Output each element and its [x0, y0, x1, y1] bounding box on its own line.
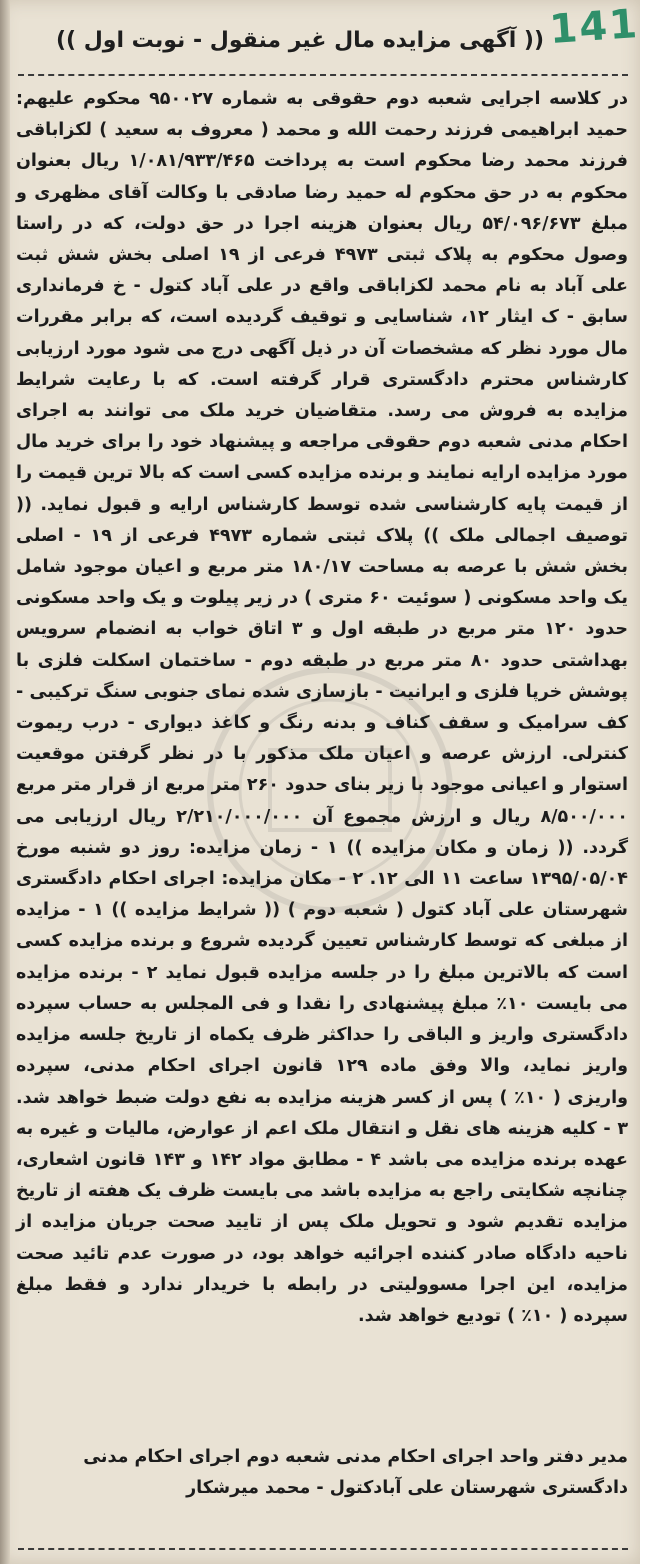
handwritten-ad-number: 141 — [548, 0, 641, 54]
ad-header — [10, 0, 641, 72]
ad-title: (( آگهی مزایده مال غیر منقول - نوبت اول )) — [55, 28, 545, 53]
clipping-left-edge — [0, 0, 10, 1564]
footer-divider — [18, 1548, 628, 1550]
header-divider — [18, 74, 628, 76]
ad-body — [16, 84, 628, 1332]
ad-body-paragraph: در کلاسه اجرایی شعبه دوم حقوقی به شماره ۹۵۰۰۲۷ محکوم علیهم: حمید ابراهیمی فرزند رحمت الله و محمد ( معروف به سعید ) لکزاباقی فرزند محمد رضا محکوم است به پرداخت ۱/۰۸۱/۹۳۳/۴۶۵ ریال بعنوان محکوم به در حق محکوم له حمید رضا صادقی با وکالت آقای مظهری و مبلغ ۵۴/۰۹۶/۶۷۳ ریال بعنوان هزینه اجرا در حق دولت، که در راستا وصول محکوم به پلاک ثبتی ۴۹۷۳ فرعی از ۱۹ اصلی بخش شش ثبت علی آباد به نام محمد لکزاباقی واقع در علی آباد کتول - خ فرمانداری سابق - ک ایثار ۱۲، شناسایی و توقیف گردیده است، که برابر مقررات مال مورد نظر که مشخصات آن در ذیل آگهی درج می شود مورد ارزیابی کارشناس محترم دادگستری قرار گرفته است. که با رعایت شرایط مزایده به فروش می رسد. متقاضیان خرید ملک می توانند به اجرای احکام مدنی شعبه دوم حقوقی مراجعه و پیشنهاد خود را برای خرید مال مورد مزایده ارایه نمایند و برنده مزایده کسی است که بالا ترین قیمت را از قیمت پایه کارشناسی شده توسط کارشناس ارایه و قبول نماید. (( توصیف اجمالی ملک )) پلاک ثبتی شماره ۴۹۷۳ فرعی از ۱۹ - اصلی بخش شش با عرصه به مساحت ۱۸۰/۱۷ متر مربع و اعیان موجود شامل یک واحد مسکونی ( سوئیت ۶۰ متری ) در زیر پیلوت و یک واحد مسکونی حدود ۱۲۰ متر مربع در طبقه اول و ۳ اتاق خواب به انضمام سرویس بهداشتی حدود ۸۰ متر مربع در طبقه دوم - ساختمان اسکلت فلزی با پوشش خرپا فلزی و ایرانیت - بازسازی شده نمای جنوبی سنگ ترکیبی - کف سرامیک و سقف کناف و بدنه رنگ و کاغذ دیواری - درب ریموت کنترلی. ارزش عرصه و اعیان ملک مذکور با در نظر گرفتن موقعیت استوار و اعیانی موجود با زیر بنای حدود ۲۶۰ متر مربع از قرار متر مربع ۸/۵۰۰/۰۰۰ ریال و ارزش مجموع آن ۲/۲۱۰/۰۰۰/۰۰۰ ریال ارزیابی می گردد. (( زمان و مکان مزایده )) ۱ - زمان مزایده: روز دو شنبه مورخ ۱۳۹۵/۰۵/۰۴ ساعت ۱۱ الی ۱۲. ۲ - مکان مزایده: اجرای احکام دادگستری شهرستان علی آباد کتول ( شعبه دوم ) (( شرایط مزایده )) ۱ - مزایده از مبلغی که توسط کارشناس تعیین گردیده شروع و برنده مزایده کسی است که بالاترین مبلغ را در جلسه مزایده قبول نماید ۲ - برنده مزایده می بایست ۱۰٪ مبلغ پیشنهادی را نقدا و فی المجلس به حساب سپرده دادگستری واریز و الباقی را حداکثر ظرف یکماه از تاریخ جلسه مزایده واریز نماید، والا وفق ماده ۱۲۹ قانون اجرای احکام مدنی، سپرده واریزی ( ۱۰٪ ) پس از کسر هزینه مزایده به نفع دولت ضبط خواهد شد. ۳ - کلیه هزینه های نقل و انتقال ملک اعم از عوارض، مالیات و غیره به عهده برنده مزایده می باشد ۴ - مطابق مواد ۱۴۲ و ۱۴۳ قانون اشعاری، چنانچه شکایتی راجع به مزایده باشد می بایست ظرف یک هفته از تاریخ مزایده تقدیم شود و تحویل ملک پس از تایید صحت جریان مزایده از ناحیه دادگاه صادر کننده اجرائیه خواهد بود، در صورت عدم تائید صحت مزایده، این اجرا مسوولیتی در رابطه با خریدار ندارد و فقط مبلغ سپرده ( ۱۰٪ ) تودیع خواهد شد. — [16, 89, 629, 1326]
ad-signature: مدیر دفتر واحد اجرای احکام مدنی شعبه دوم اجرای احکام مدنی دادگستری شهرستان علی آبادکتول - محمد میرشکار — [83, 1447, 628, 1499]
